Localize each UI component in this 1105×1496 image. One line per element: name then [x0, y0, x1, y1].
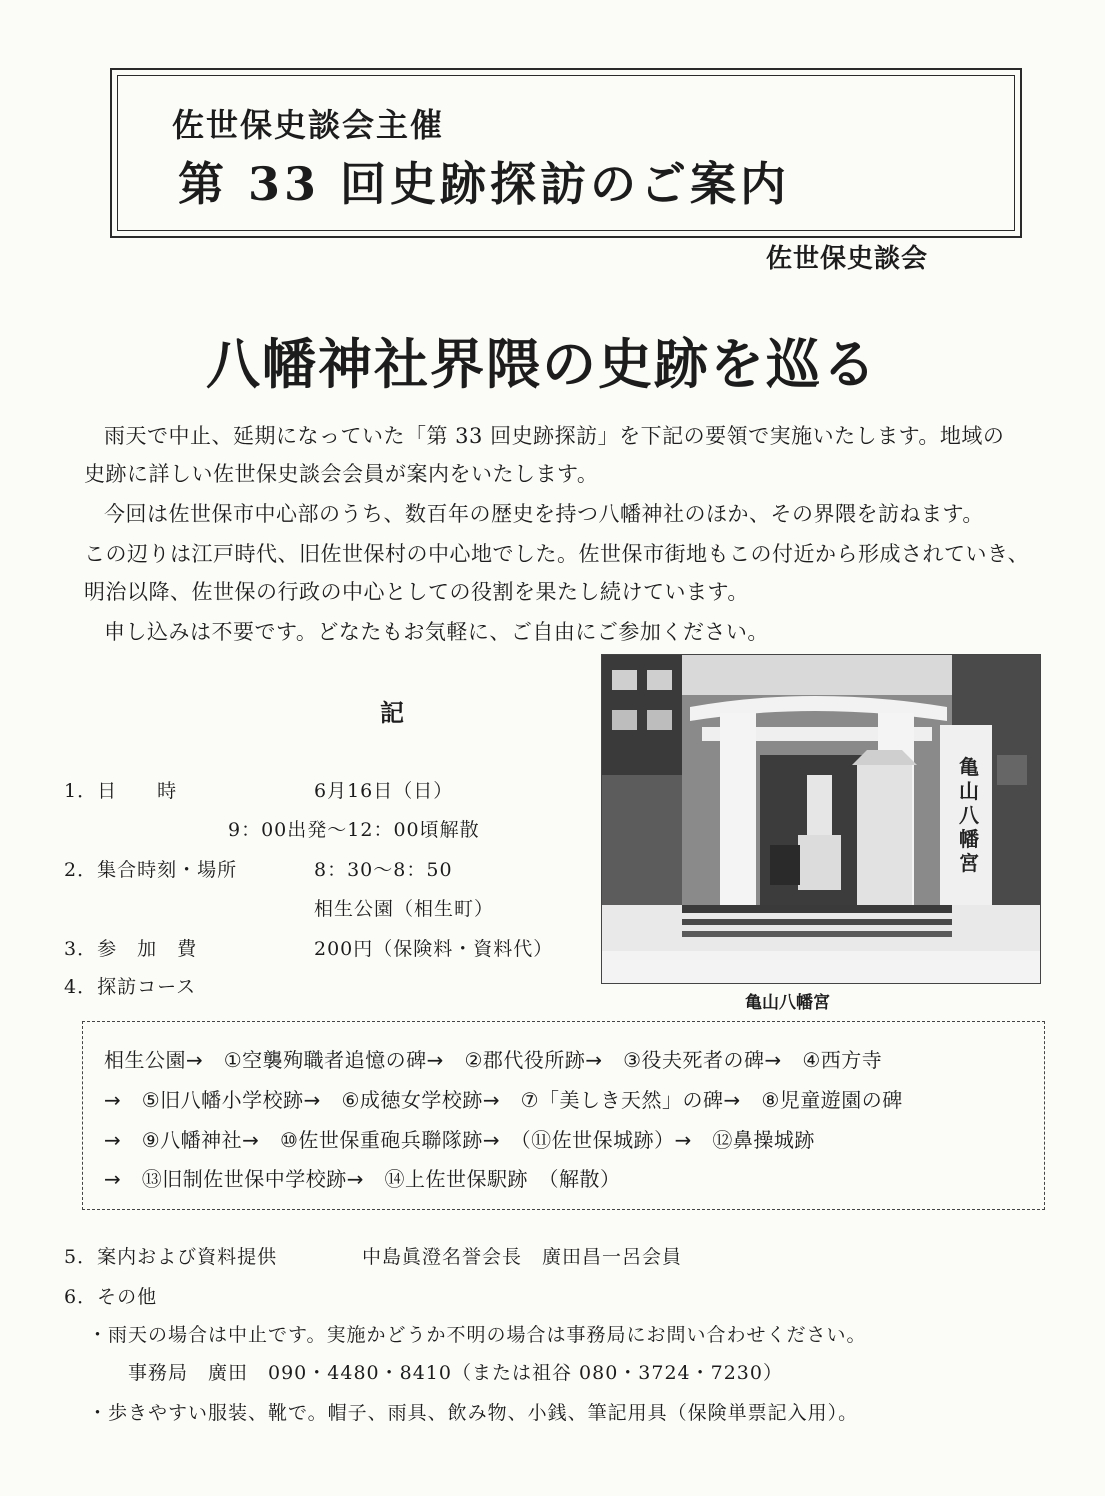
intro-line: この辺りは江戸時代、旧佐世保村の中心地でした。佐世保市街地もこの付近から形成されていき、	[84, 542, 1030, 566]
theme-title: 八幡神社界隈の史跡を巡る	[206, 333, 878, 396]
item-5-value: 中島眞澄名誉会長 廣田昌一呂会員	[362, 1246, 683, 1268]
item-2-sub: 相生公園（相生町）	[314, 898, 495, 920]
note-contact: 事務局 廣田 090・4480・8410（または祖谷 080・3724・7230）	[128, 1362, 783, 1384]
intro-line: 申し込みは不要です。どなたもお気軽に、ご自由にご参加ください。	[104, 620, 769, 644]
photo-caption: 亀山八幡宮	[745, 993, 830, 1013]
item-5-label: 5．案内および資料提供	[64, 1246, 278, 1268]
item-3-label: 3．参 加 費	[64, 938, 198, 960]
intro-line: 雨天で中止、延期になっていた「第 33 回史跡探訪」を下記の要領で実施いたします。地域の	[104, 424, 1005, 448]
item-1-value: 6月16日（日）	[314, 780, 454, 802]
course-line: 相生公園→ ①空襲殉職者追憶の碑→ ②郡代役所跡→ ③役夫死者の碑→ ④西方寺	[104, 1048, 883, 1072]
item-2-label: 2．集合時刻・場所	[64, 859, 238, 881]
ki-heading: 記	[380, 698, 404, 727]
item-1-label: 1．日 時	[64, 780, 178, 802]
item-6-label: 6．その他	[64, 1286, 158, 1308]
organizer-line: 佐世保史談会主催	[172, 106, 445, 144]
intro-line: 明治以降、佐世保の行政の中心としての役割を果たし続けています。	[84, 580, 749, 604]
intro-line: 史跡に詳しい佐世保史談会会員が案内をいたします。	[84, 462, 599, 486]
item-4-label: 4．探訪コース	[64, 976, 197, 998]
note-rain: ・雨天の場合は中止です。実施かどうか不明の場合は事務局にお問い合わせください。	[88, 1324, 867, 1346]
item-2-value: 8：30～8：50	[314, 859, 453, 881]
note-clothing: ・歩きやすい服装、靴で。帽子、雨具、飲み物、小銭、筆記用具（保険単票記入用）。	[88, 1402, 859, 1424]
author-name: 佐世保史談会	[766, 244, 929, 274]
intro-line: 今回は佐世保市中心部のうち、数百年の歴史を持つ八幡神社のほか、その界隈を訪ねます。	[104, 502, 984, 526]
course-line: → ⑬旧制佐世保中学校跡→ ⑭上佐世保駅跡 （解散）	[104, 1167, 621, 1191]
main-title: 第 33 回史跡探訪のご案内	[178, 157, 791, 211]
course-line: → ⑤旧八幡小学校跡→ ⑥成徳女学校跡→ ⑦「美しき天然」の碑→ ⑧児童遊園の碑	[104, 1088, 903, 1112]
item-3-value: 200円（保険料・資料代）	[314, 938, 554, 960]
shrine-photo	[601, 654, 1041, 984]
course-line: → ⑨八幡神社→ ⑩佐世保重砲兵聯隊跡→ （⑪佐世保城跡）→ ⑫鼻操城跡	[104, 1128, 815, 1152]
shrine-signboard-text: 亀山八幡宮	[959, 755, 979, 875]
item-1-sub: 9：00出発～12：00頃解散	[228, 819, 480, 841]
